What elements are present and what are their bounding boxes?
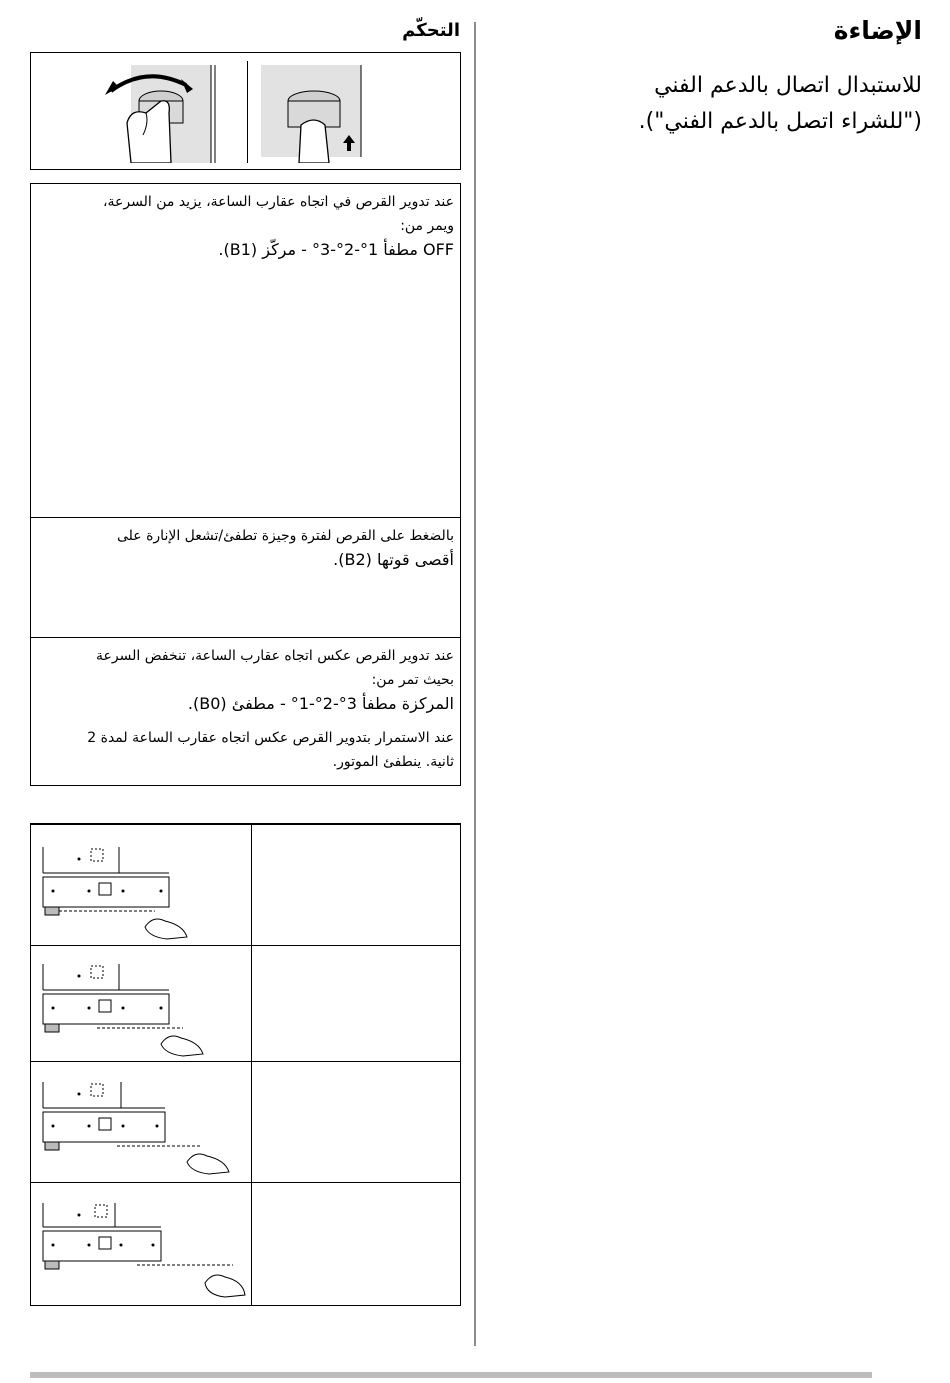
hood-illustration-table (30, 823, 461, 1306)
lighting-text-line: للاستبدال اتصال بالدعم الفني (654, 73, 922, 98)
row-text: ويمر من: (400, 218, 454, 234)
bottom-rule (30, 1372, 872, 1378)
control-description-table (30, 183, 461, 786)
image-divider (247, 61, 248, 163)
column-divider (474, 22, 476, 1346)
row-text: المركزة مطفأ 3°-2°-1° - مطفئ (B0). (187, 694, 454, 713)
lighting-text-line: ("للشراء اتصل بالدعم الفني"). (638, 109, 922, 134)
row-text: أقصى قوتها (B2). (333, 550, 454, 569)
hood-hand-icon (37, 833, 237, 941)
hood-hand-icon (37, 954, 237, 1058)
row-text: عند الاستمرار بتدوير القرص عكس اتجاه عقارب الساعة لمدة 2 (87, 730, 454, 746)
hood-row (31, 1061, 460, 1182)
hood-hand-icon (37, 1070, 247, 1180)
hood-row (31, 945, 460, 1061)
lighting-text (522, 68, 922, 140)
control-row-b1 (31, 184, 460, 517)
hood-hand-icon (37, 1191, 247, 1303)
hood-row (31, 824, 460, 945)
lighting-title: الإضاءة (833, 16, 922, 45)
knob-rotate-icon (91, 63, 241, 163)
row-text: بحيث تمر من: (371, 672, 454, 688)
control-row-b0 (31, 637, 460, 785)
row-text: OFF مطفأ 1°-2°-3° - مركّز (B1). (218, 240, 454, 259)
row-text: عند تدوير القرص عكس اتجاه عقارب الساعة، تنخفض السرعة (96, 648, 454, 664)
row-text: بالضغط على القرص لفترة وجيزة تطفئ/تشعل الإنارة على (116, 528, 454, 544)
knob-press-icon (259, 63, 379, 163)
row-text: عند تدوير القرص في اتجاه عقارب الساعة، يزيد من السرعة، (103, 194, 454, 210)
control-title: التحكّم (402, 20, 460, 41)
hood-row (31, 1182, 460, 1305)
row-text: ثانية. ينطفئ الموتور. (332, 754, 454, 770)
knob-illustration-box (30, 52, 461, 170)
control-row-b2 (31, 517, 460, 637)
